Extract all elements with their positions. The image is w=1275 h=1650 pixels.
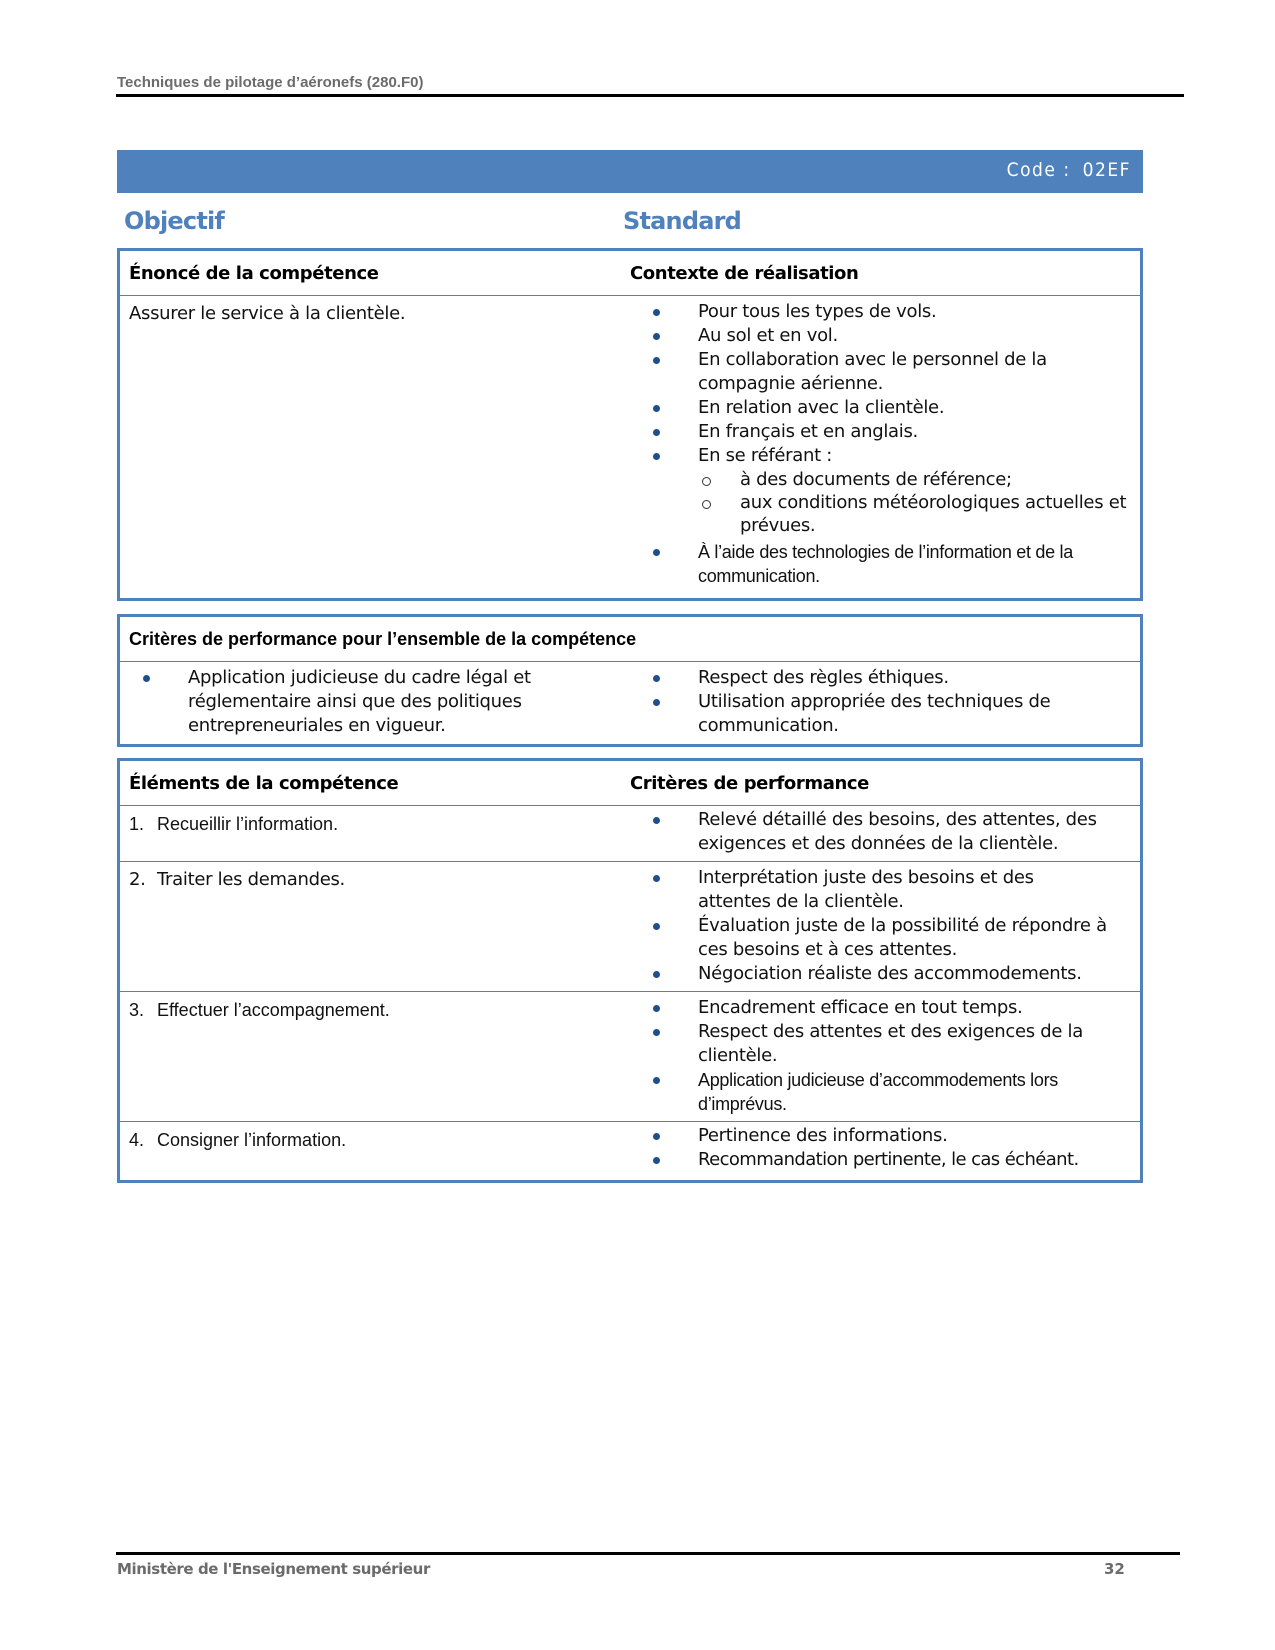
list-item: Relevé détaillé des besoins, des attentes, des exigences et des données de la clientèle. bbox=[630, 808, 1140, 856]
table-header-row bbox=[120, 761, 1140, 805]
sub-list-item: aux conditions météorologiques actuelles et prévues. bbox=[698, 491, 1140, 537]
element-cell: 1. Recueillir l’information. bbox=[129, 814, 339, 834]
code-bar bbox=[117, 150, 1143, 193]
criteres-list bbox=[630, 808, 1140, 856]
bullet-icon bbox=[653, 1005, 660, 1012]
list-item: Évaluation juste de la possibilité de répondre à ces besoins et à ces attentes. bbox=[630, 914, 1140, 962]
criteres-left-list bbox=[120, 666, 630, 738]
table-row bbox=[120, 861, 1140, 991]
table-row bbox=[120, 805, 1140, 861]
criteres-list bbox=[630, 996, 1140, 1116]
table-elements-criteres bbox=[117, 758, 1143, 1183]
bullet-icon bbox=[653, 453, 660, 460]
list-item: Respect des règles éthiques. bbox=[630, 666, 1140, 690]
list-item: Pertinence des informations. bbox=[630, 1124, 1140, 1148]
element-cell: 2. Traiter les demandes. bbox=[129, 869, 345, 890]
bullet-icon bbox=[653, 875, 660, 882]
bullet-icon bbox=[653, 817, 660, 824]
bullet-icon bbox=[143, 675, 150, 682]
criteres-right-list bbox=[630, 666, 1140, 738]
table-row bbox=[120, 661, 1140, 744]
element-cell: 3. Effectuer l’accompagnement. bbox=[129, 1000, 390, 1020]
section-heading-objectif: Objectif bbox=[124, 207, 225, 235]
table-criteres-ensemble bbox=[117, 614, 1143, 747]
list-item: Respect des attentes et des exigences de la clientèle. bbox=[630, 1020, 1140, 1068]
column-header-criteres: Critères de performance bbox=[630, 772, 869, 794]
code-label: Code : bbox=[1006, 159, 1071, 181]
bullet-icon bbox=[653, 333, 660, 340]
bullet-icon bbox=[653, 429, 660, 436]
bullet-icon bbox=[653, 923, 660, 930]
list-item: En collaboration avec le personnel de la compagnie aérienne. bbox=[630, 348, 1140, 396]
bullet-icon bbox=[653, 699, 660, 706]
enonce-text: Assurer le service à la clientèle. bbox=[129, 303, 406, 324]
list-item: Utilisation appropriée des techniques de communication. bbox=[630, 690, 1140, 738]
bullet-icon bbox=[653, 971, 660, 978]
list-item: Négociation réaliste des accommodements. bbox=[630, 962, 1140, 986]
bullet-icon bbox=[653, 405, 660, 412]
footer-ministry: Ministère de l'Enseignement supérieur bbox=[117, 1560, 430, 1578]
list-item: Application judicieuse du cadre légal et réglementaire ainsi que des politiques entrepreneuriales en vigueur. bbox=[120, 666, 630, 738]
contexte-list bbox=[630, 300, 1140, 588]
list-item: En français et en anglais. bbox=[630, 420, 1140, 444]
bullet-icon bbox=[653, 1077, 660, 1084]
table-header-row bbox=[120, 617, 1140, 661]
table-enonce-contexte bbox=[117, 248, 1143, 601]
table-row bbox=[120, 295, 1140, 598]
criteres-list bbox=[630, 1124, 1140, 1172]
table-row bbox=[120, 1121, 1140, 1180]
bullet-icon bbox=[653, 1157, 660, 1164]
bullet-icon bbox=[653, 1133, 660, 1140]
criteres-list bbox=[630, 866, 1140, 986]
element-cell: 4. Consigner l’information. bbox=[129, 1130, 347, 1150]
code-text bbox=[1007, 159, 1131, 181]
column-header-elements: Éléments de la compétence bbox=[129, 772, 399, 794]
footer-rule bbox=[116, 1552, 1180, 1555]
column-header-enonce: Énoncé de la compétence bbox=[129, 262, 379, 284]
list-item: Interprétation juste des besoins et des attentes de la clientèle. bbox=[630, 866, 1140, 914]
list-item: Au sol et en vol. bbox=[630, 324, 1140, 348]
page-number: 32 bbox=[1104, 1560, 1125, 1578]
list-item: En se référant : à des documents de référence; aux conditions météorologiques actuelles et prévues. bbox=[630, 444, 1140, 537]
bullet-icon bbox=[653, 675, 660, 682]
bullet-icon bbox=[653, 309, 660, 316]
bullet-icon bbox=[653, 549, 660, 556]
sub-list-item: à des documents de référence; bbox=[698, 468, 1140, 491]
list-item: Pour tous les types de vols. bbox=[630, 300, 1140, 324]
sub-list bbox=[698, 468, 1140, 537]
bullet-icon bbox=[653, 357, 660, 364]
column-header-contexte: Contexte de réalisation bbox=[630, 262, 859, 284]
table-row bbox=[120, 991, 1140, 1121]
circle-bullet-icon bbox=[702, 500, 711, 509]
criteres-ensemble-header: Critères de performance pour l’ensemble de la compétence bbox=[129, 628, 637, 649]
list-item: Application judicieuse d’accommodements lors d’imprévus. bbox=[630, 1068, 1140, 1116]
header-rule bbox=[116, 94, 1184, 97]
section-heading-standard: Standard bbox=[623, 207, 742, 235]
list-item: À l’aide des technologies de l’information et de la communication. bbox=[630, 537, 1140, 588]
list-item: En relation avec la clientèle. bbox=[630, 396, 1140, 420]
document-header-title: Techniques de pilotage d’aéronefs (280.F0) bbox=[117, 74, 424, 91]
list-item: Recommandation pertinente, le cas échéant. bbox=[630, 1148, 1140, 1172]
table-header-row bbox=[120, 251, 1140, 295]
circle-bullet-icon bbox=[702, 477, 711, 486]
code-value: 02EF bbox=[1082, 159, 1131, 181]
bullet-icon bbox=[653, 1029, 660, 1036]
list-item: Encadrement efficace en tout temps. bbox=[630, 996, 1140, 1020]
